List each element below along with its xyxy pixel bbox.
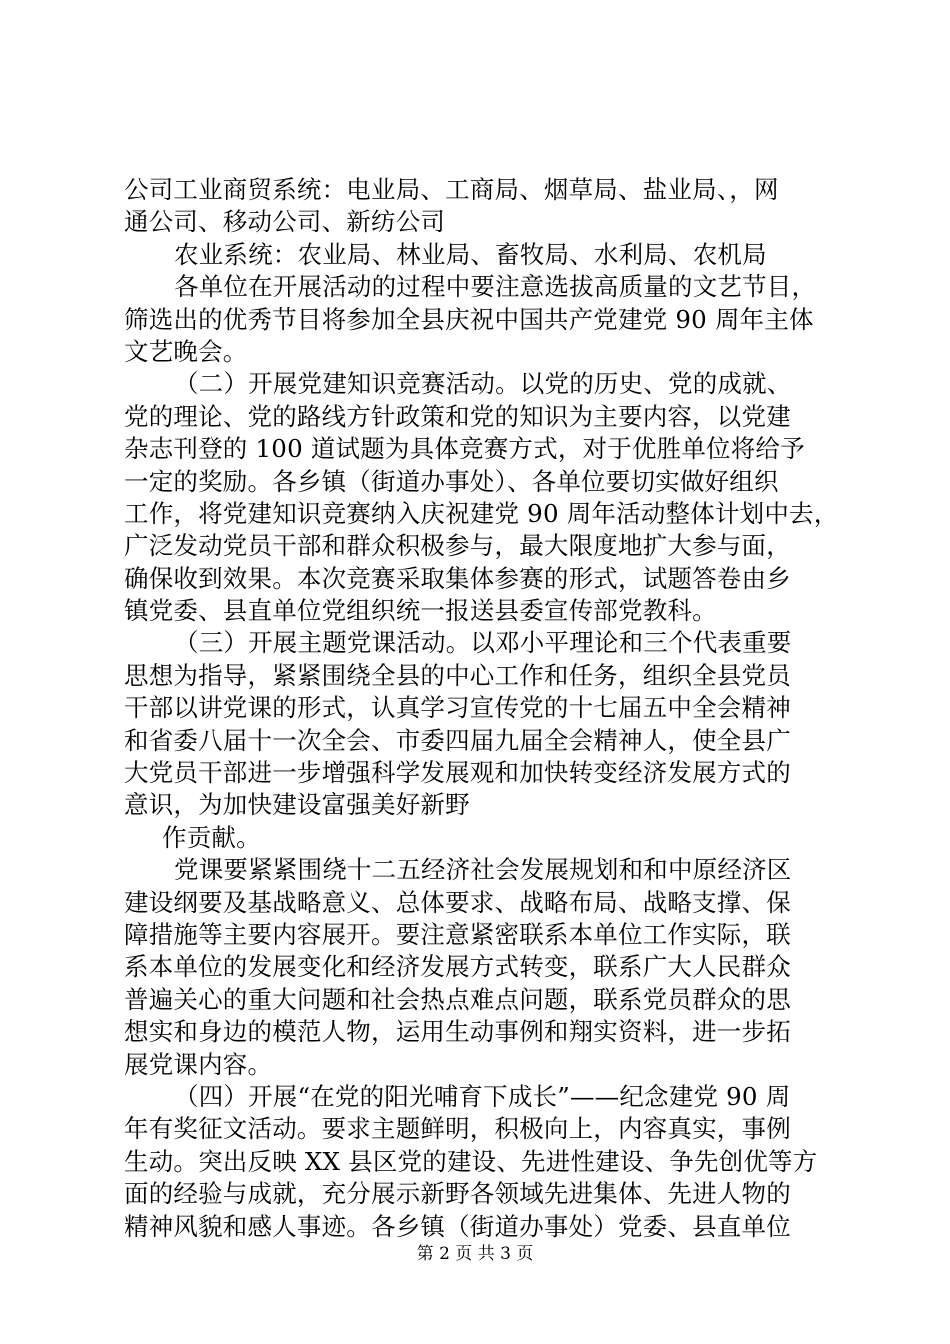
text-line: 干部以讲党课的形式，认真学习宣传党的十七届五中全会精神 bbox=[124, 693, 791, 723]
text-line: 杂志刊登的 100 道试题为具体竞赛方式，对于优胜单位将给予 bbox=[124, 434, 805, 464]
text-line: 农业系统：农业局、林业局、畜牧局、水利局、农机局 bbox=[174, 239, 767, 269]
text-line: （四）开展“在党的阳光哺育下成长”——纪念建党 90 周 bbox=[174, 1081, 791, 1111]
text-line: 一定的奖励。各乡镇（街道办事处）、各单位要切实做好组织 bbox=[124, 466, 779, 496]
text-line: 和省委八届十一次全会、市委四届九届全会精神人，使全县广 bbox=[124, 725, 791, 755]
text-line: 党的理论、党的路线方针政策和党的知识为主要内容，以党建 bbox=[124, 401, 791, 431]
text-line: 建设纲要及基战略意义、总体要求、战略布局、战略支撑、保 bbox=[124, 887, 791, 917]
text-line: 系本单位的发展变化和经济发展方式转变，联系广大人民群众 bbox=[124, 952, 791, 982]
text-line: 筛选出的优秀节目将参加全县庆祝中国共产党建党 90 周年主体 bbox=[124, 304, 814, 334]
page-number-footer: 第 2 页 共 3 页 bbox=[416, 1244, 534, 1264]
text-line: 生动。突出反映 XX 县区党的建设、先进性建设、争先创优等方 bbox=[124, 1146, 818, 1176]
text-line: 年有奖征文活动。要求主题鲜明，积极向上，内容真实，事例 bbox=[124, 1114, 791, 1144]
text-line: 精神风貌和感人事迹。各乡镇（街道办事处）党委、县直单位 bbox=[124, 1211, 791, 1241]
text-line: 面的经验与成就，充分展示新野各领域先进集体、先进人物的 bbox=[124, 1179, 791, 1209]
text-line: （三）开展主题党课活动。以邓小平理论和三个代表重要 bbox=[174, 628, 792, 658]
text-line: 普遍关心的重大问题和社会热点难点问题，联系党员群众的思 bbox=[124, 984, 791, 1014]
text-line: 思想为指导，紧紧围绕全县的中心工作和任务，组织全县党员 bbox=[124, 660, 791, 690]
text-line: 大党员干部进一步增强科学发展观和加快转变经济发展方式的 bbox=[124, 758, 791, 788]
text-line: （二）开展党建知识竞赛活动。以党的历史、党的成就、 bbox=[174, 369, 792, 399]
text-line: 镇党委、县直单位党组织统一报送县委宣传部党教科。 bbox=[124, 596, 717, 626]
text-line: 意识，为加快建设富强美好新野 bbox=[124, 790, 470, 820]
text-line: 作贡献。 bbox=[162, 822, 261, 852]
text-line: 党课要紧紧围绕十二五经济社会发展规划和和中原经济区 bbox=[174, 855, 792, 885]
text-line: 展党课内容。 bbox=[124, 1049, 273, 1079]
document-body bbox=[124, 174, 839, 1243]
text-line: 确保收到效果。本次竞赛采取集体参赛的形式，试题答卷由乡 bbox=[124, 563, 791, 593]
text-line: 工作，将党建知识竞赛纳入庆祝建党 90 周年活动整体计划中去， bbox=[124, 498, 839, 528]
text-line: 障措施等主要内容展开。要注意紧密联系本单位工作实际，联 bbox=[124, 919, 791, 949]
text-line: 广泛发动党员干部和群众积极参与，最大限度地扩大参与面， bbox=[124, 531, 791, 561]
text-line: 文艺晚会。 bbox=[124, 336, 248, 366]
text-line: 各单位在开展活动的过程中要注意选拔高质量的文艺节目， bbox=[174, 272, 817, 302]
text-line: 通公司、移动公司、新纺公司 bbox=[124, 207, 446, 237]
text-line: 想实和身边的模范人物，运用生动事例和翔实资料，进一步拓 bbox=[124, 1017, 791, 1047]
text-line: 公司工业商贸系统：电业局、工商局、烟草局、盐业局、，网 bbox=[124, 175, 779, 204]
